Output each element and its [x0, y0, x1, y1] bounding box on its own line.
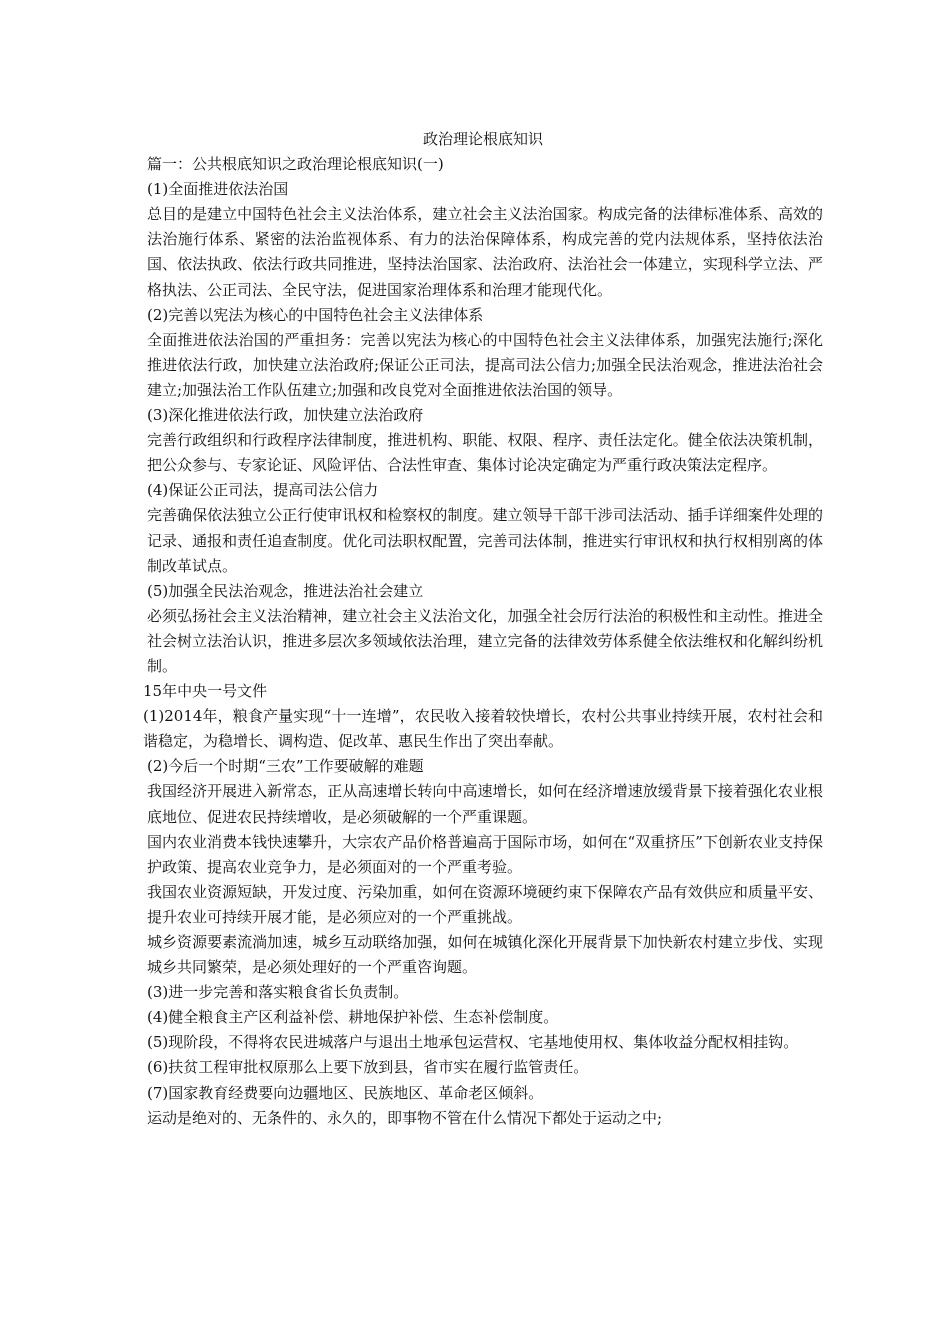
paragraph: (6)扶贫工程审批权原那么上要下放到县，省市实在履行监管责任。: [147, 1058, 589, 1077]
paragraph: 完善行政组织和行政程序法律制度，推进机构、职能、权限、程序、责任法定化。健全依法决策机制，把公众参与、专家论证、风险评估、合法性审查、集体讨论决定确定为严重行政决策法定程序。: [147, 431, 823, 475]
paragraph: (1)全面推进依法治国: [147, 180, 289, 199]
paragraph: (2)完善以宪法为核心的中国特色社会主义法律体系: [147, 305, 484, 324]
document-body: [143, 152, 823, 1131]
paragraph: (4)健全粮食主产区利益补偿、耕地保护补偿、生态补偿制度。: [147, 1008, 559, 1027]
paragraph: (1)2014年，粮食产量实现“十一连增”，农民收入接着较快增长，农村公共事业持续开展，农村社会和谐稳定，为稳增长、调构造、促改革、惠民生作出了突出奉献。: [143, 707, 823, 751]
paragraph: (4)保证公正司法，提高司法公信力: [147, 481, 379, 500]
paragraph: (5)加强全民法治观念，推进法治社会建立: [147, 581, 424, 600]
paragraph: 必须弘扬社会主义法治精神，建立社会主义法治文化，加强全社会厉行法治的积极性和主动性。推进全社会树立法治认识，推进多层次多领域依法治理，建立完备的法律效劳体系健全依法维权和化解纠纷机制。: [147, 606, 823, 675]
paragraph: 全面推进依法治国的严重担务：完善以宪法为核心的中国特色社会主义法律体系，加强宪法施行;深化推进依法行政，加快建立法治政府;保证公正司法，提高司法公信力;加强全民法治观念，推进法治社会建立;加强法治工作队伍建立;加强和改良党对全面推进依法治国的领导。: [147, 330, 823, 399]
paragraph: 运动是绝对的、无条件的、永久的，即事物不管在什么情况下都处于运动之中;: [147, 1108, 663, 1127]
paragraph: (2)今后一个时期“三农”工作要破解的难题: [147, 757, 424, 776]
paragraph: 城乡资源要素流淌加速，城乡互动联络加强，如何在城镇化深化开展背景下加快新农村建立步伐、实现城乡共同繁荣，是必须处理好的一个严重咨询题。: [147, 933, 823, 977]
paragraph: 我国经济开展进入新常态，正从高速增长转向中高速增长，如何在经济增速放缓背景下接着强化农业根底地位、促进农民持续增收，是必须破解的一个严重课题。: [147, 782, 823, 826]
document-page: [143, 127, 823, 1131]
paragraph: 篇一：公共根底知识之政治理论根底知识(一): [147, 155, 444, 174]
paragraph: 总目的是建立中国特色社会主义法治体系，建立社会主义法治国家。构成完备的法律标准体系、高效的法治施行体系、紧密的法治监视体系、有力的法治保障体系，构成完善的党内法规体系，坚持依法治国、依法执政、依法行政共同推进，坚持法治国家、法治政府、法治社会一体建立，实现科学立法、严格执法、公正司法、全民守法，促进国家治理体系和治理才能现代化。: [147, 205, 823, 299]
paragraph: (3)深化推进依法行政，加快建立法治政府: [147, 406, 424, 425]
paragraph: (3)进一步完善和落实粮食省长负责制。: [147, 983, 409, 1002]
paragraph: 国内农业消费本钱快速攀升，大宗农产品价格普遍高于国际市场，如何在“双重挤压”下创新农业支持保护政策、提高农业竞争力，是必须面对的一个严重考验。: [147, 832, 823, 876]
paragraph: 完善确保依法独立公正行使审讯权和检察权的制度。建立领导干部干涉司法活动、插手详细案件处理的记录、通报和责任追查制度。优化司法职权配置，完善司法体制，推进实行审讯权和执行权相别离的体制改革试点。: [147, 506, 823, 575]
paragraph: (7)国家教育经费要向边疆地区、民族地区、革命老区倾斜。: [147, 1083, 544, 1102]
document-title: 政治理论根底知识: [422, 130, 543, 148]
paragraph: 15年中央一号文件: [143, 682, 268, 701]
paragraph: (5)现阶段，不得将农民进城落户与退出土地承包运营权、宅基地使用权、集体收益分配权相挂钩。: [147, 1033, 799, 1052]
paragraph: 我国农业资源短缺，开发过度、污染加重，如何在资源环境硬约束下保障农产品有效供应和质量平安、提升农业可持续开展才能，是必须应对的一个严重挑战。: [147, 882, 823, 926]
